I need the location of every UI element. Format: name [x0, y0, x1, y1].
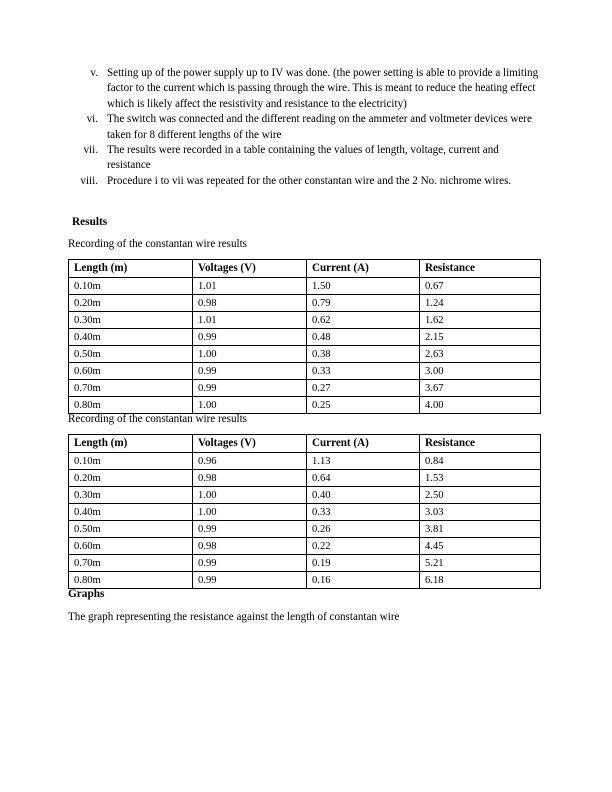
- cell-current: 0.25: [307, 397, 420, 414]
- cell-current: 0.62: [307, 312, 420, 329]
- cell-voltage: 1.01: [193, 278, 307, 295]
- cell-voltage: 0.96: [193, 453, 307, 470]
- list-item: [68, 66, 540, 112]
- cell-length: 0.50m: [69, 346, 193, 363]
- table-row: [69, 295, 541, 312]
- cell-resistance: 2.50: [420, 487, 541, 504]
- column-header-voltage: Voltages (V): [193, 260, 307, 278]
- graphs-caption: The graph representing the resistance against the length of constantan wire: [68, 611, 400, 623]
- table-row: [69, 312, 541, 329]
- results-heading: Results: [72, 216, 108, 228]
- cell-resistance: 3.00: [420, 363, 541, 380]
- column-header-current: Current (A): [307, 260, 420, 278]
- cell-voltage: 0.99: [193, 555, 307, 572]
- cell-length: 0.40m: [69, 504, 193, 521]
- list-item-numeral: vii.: [83, 144, 98, 157]
- cell-resistance: 3.03: [420, 504, 541, 521]
- table-row: [69, 538, 541, 555]
- list-item-text: Procedure i to vii was repeated for the other constantan wire and the 2 No. nichrome wires.: [107, 174, 512, 187]
- column-header-current: Current (A): [307, 435, 420, 453]
- cell-voltage: 1.00: [193, 504, 307, 521]
- graphs-heading: Graphs: [68, 588, 105, 600]
- list-item-numeral: vi.: [86, 113, 98, 126]
- table-row: [69, 329, 541, 346]
- constantan-results-table-2: [68, 434, 541, 589]
- list-item-numeral: v.: [90, 67, 98, 79]
- list-item: [68, 112, 540, 143]
- table-row: [69, 470, 541, 487]
- cell-length: 0.60m: [69, 538, 193, 555]
- cell-length: 0.10m: [69, 453, 193, 470]
- cell-current: 0.26: [307, 521, 420, 538]
- cell-resistance: 3.81: [420, 521, 541, 538]
- cell-resistance: 2.63: [420, 346, 541, 363]
- table-row: [69, 504, 541, 521]
- cell-voltage: 0.98: [193, 295, 307, 312]
- table1-caption: Recording of the constantan wire results: [68, 238, 247, 250]
- cell-current: 0.64: [307, 470, 420, 487]
- constantan-results-table-1: [68, 259, 541, 414]
- list-item-text: The switch was connected and the different reading on the ammeter and voltmeter devices were taken for 8 different lengths of the wire: [107, 113, 532, 141]
- cell-length: 0.70m: [69, 555, 193, 572]
- table-row: [69, 346, 541, 363]
- table-row: [69, 555, 541, 572]
- column-header-voltage: Voltages (V): [193, 435, 307, 453]
- table-row: [69, 453, 541, 470]
- cell-current: 0.48: [307, 329, 420, 346]
- cell-resistance: 0.67: [420, 278, 541, 295]
- cell-voltage: 0.99: [193, 521, 307, 538]
- cell-current: 0.16: [307, 572, 420, 589]
- cell-resistance: 0.84: [420, 453, 541, 470]
- cell-resistance: 6.18: [420, 572, 541, 589]
- table-row: [69, 397, 541, 414]
- table2-caption: Recording of the constantan wire results: [68, 413, 247, 425]
- table-row: [69, 380, 541, 397]
- list-item: [68, 143, 540, 174]
- cell-length: 0.50m: [69, 521, 193, 538]
- cell-current: 0.27: [307, 380, 420, 397]
- cell-resistance: 1.53: [420, 470, 541, 487]
- cell-current: 0.38: [307, 346, 420, 363]
- column-header-resistance: Resistance: [420, 260, 541, 278]
- cell-length: 0.80m: [69, 572, 193, 589]
- column-header-length: Length (m): [69, 435, 193, 453]
- cell-voltage: 0.99: [193, 572, 307, 589]
- cell-voltage: 0.98: [193, 538, 307, 555]
- cell-voltage: 1.00: [193, 487, 307, 504]
- cell-length: 0.30m: [69, 487, 193, 504]
- table-row: [69, 572, 541, 589]
- cell-length: 0.60m: [69, 363, 193, 380]
- cell-resistance: 3.67: [420, 380, 541, 397]
- table-header-row: [69, 260, 541, 278]
- cell-voltage: 0.98: [193, 470, 307, 487]
- cell-current: 0.33: [307, 363, 420, 380]
- cell-resistance: 4.00: [420, 397, 541, 414]
- list-item: [68, 174, 540, 189]
- cell-length: 0.30m: [69, 312, 193, 329]
- table-row: [69, 521, 541, 538]
- column-header-resistance: Resistance: [420, 435, 541, 453]
- cell-length: 0.70m: [69, 380, 193, 397]
- table-header-row: [69, 435, 541, 453]
- cell-voltage: 1.00: [193, 397, 307, 414]
- cell-voltage: 0.99: [193, 380, 307, 397]
- cell-current: 1.50: [307, 278, 420, 295]
- cell-current: 0.33: [307, 504, 420, 521]
- cell-length: 0.40m: [69, 329, 193, 346]
- cell-resistance: 4.45: [420, 538, 541, 555]
- cell-resistance: 5.21: [420, 555, 541, 572]
- cell-current: 0.79: [307, 295, 420, 312]
- list-item-numeral: viii.: [80, 174, 98, 187]
- cell-current: 0.40: [307, 487, 420, 504]
- table-row: [69, 278, 541, 295]
- cell-length: 0.80m: [69, 397, 193, 414]
- cell-voltage: 0.99: [193, 329, 307, 346]
- table-row: [69, 487, 541, 504]
- cell-voltage: 1.01: [193, 312, 307, 329]
- cell-current: 0.22: [307, 538, 420, 555]
- cell-length: 0.10m: [69, 278, 193, 295]
- cell-current: 1.13: [307, 453, 420, 470]
- list-item-text: The results were recorded in a table containing the values of length, voltage, current and resistance: [107, 144, 499, 172]
- column-header-length: Length (m): [69, 260, 193, 278]
- cell-resistance: 2.15: [420, 329, 541, 346]
- table-row: [69, 363, 541, 380]
- cell-length: 0.20m: [69, 295, 193, 312]
- list-item-text: Setting up of the power supply up to IV was done. (the power setting is able to provide a limiting factor to the current which is passing through the wire. This is meant to reduce the heating effect which is likely affect the resistivity and resistance to the electricity): [107, 67, 539, 110]
- cell-resistance: 1.24: [420, 295, 541, 312]
- cell-current: 0.19: [307, 555, 420, 572]
- cell-length: 0.20m: [69, 470, 193, 487]
- cell-resistance: 1.62: [420, 312, 541, 329]
- procedure-list: [68, 66, 540, 189]
- cell-voltage: 0.99: [193, 363, 307, 380]
- cell-voltage: 1.00: [193, 346, 307, 363]
